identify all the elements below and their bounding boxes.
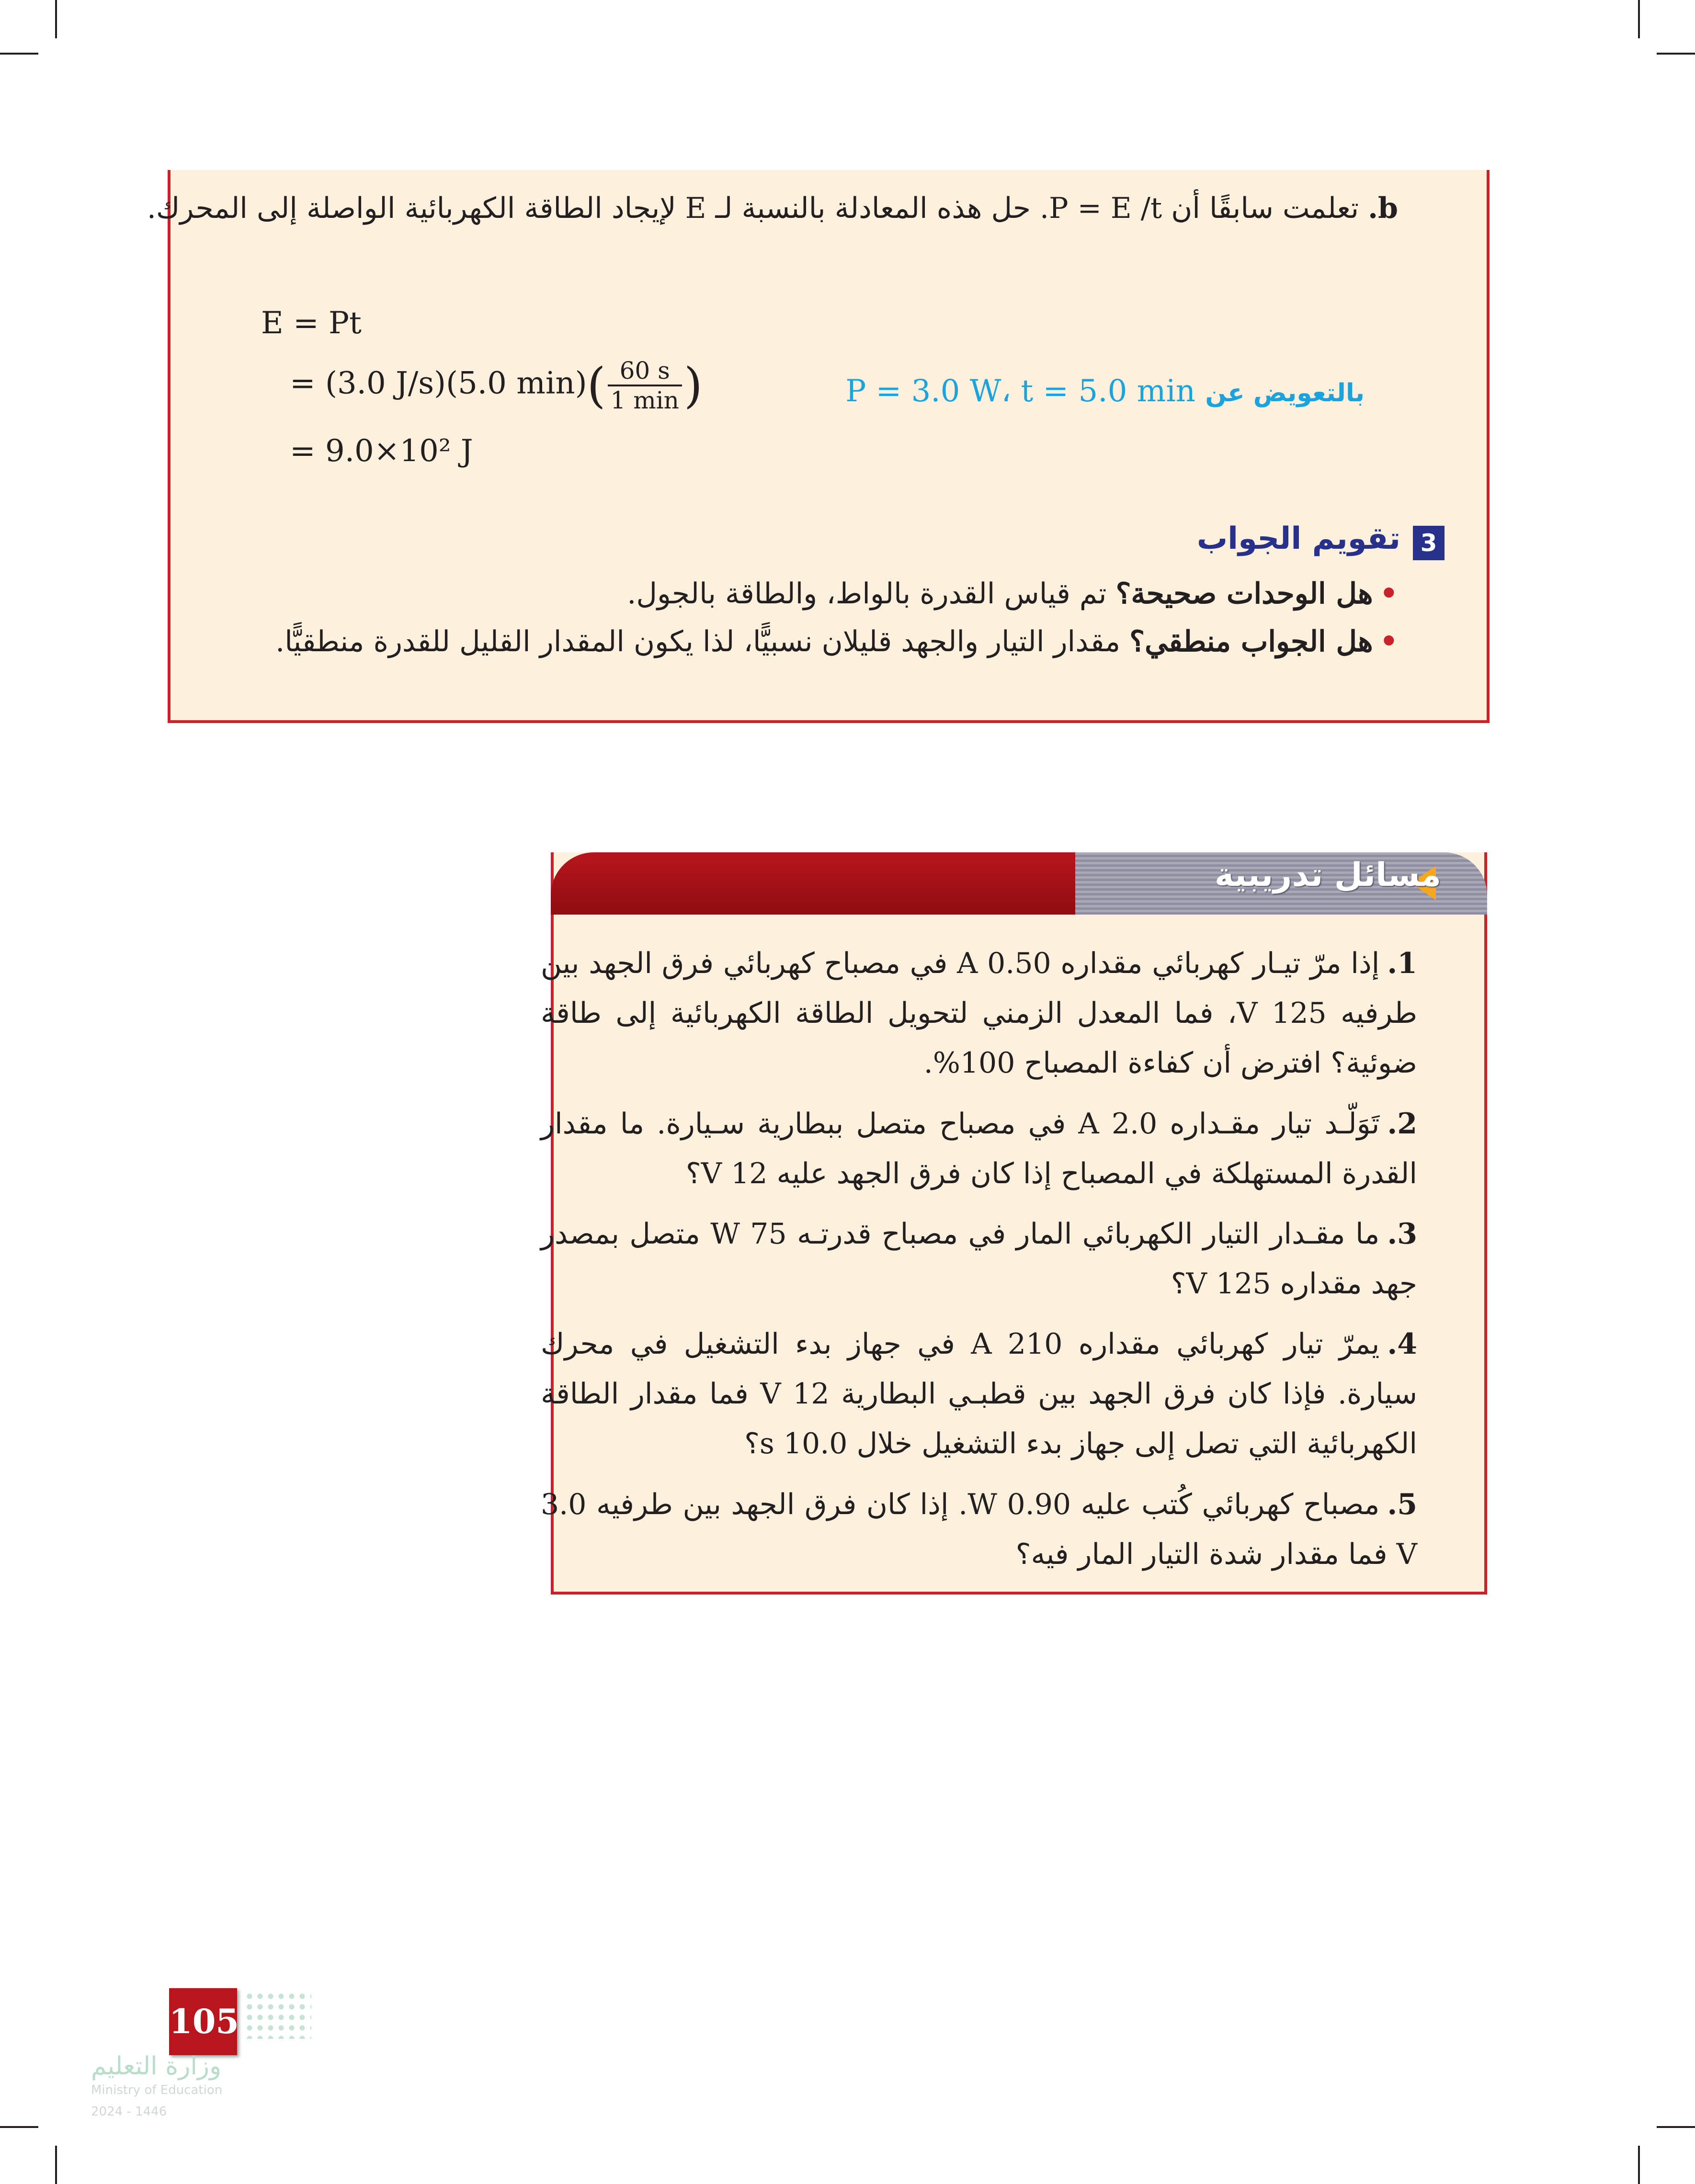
crop-mark [55,2146,57,2184]
right-paren: ) [683,357,703,414]
equation-line-3: = 9.0×10² J [290,433,473,469]
bullet-1-answer: تم قياس القدرة بالواط، والطاقة بالجول. [627,577,1116,611]
problem-4 [541,1319,1417,1469]
bullet-dot: • [1379,577,1398,611]
ministry-name-en: Ministry of Education [91,2083,223,2097]
problem-number: 4. [1387,1327,1417,1361]
problem-number: 1. [1387,947,1417,980]
crop-mark [0,2126,38,2128]
problem-text: مصباح كهربائي كُتب عليه 0.90 W. إذا كان فرق الجهد بين طرفيه 3.0 V فما مقدار شدة التيار المار فيه؟ [541,1488,1417,1571]
substitution-values: P = 3.0 W، t = 5.0 min [845,373,1195,409]
problem-3 [541,1209,1417,1309]
bullet-1-question: هل الوحدات صحيحة؟ [1115,577,1373,611]
problem-text: يمرّ تيار كهربائي مقداره 210 A في جهاز بدء التشغيل في محرك سيارة. فإذا كان فرق الجهد بين قطبـي البطارية 12 V فما مقدار الطاقة الكهربائية التي تصل إلى جهاز بدء التشغيل خلال 10.0 s؟ [541,1327,1418,1460]
problem-2 [541,1099,1417,1199]
evaluate-bullet-2 [275,625,1398,658]
bullet-2-question: هل الجواب منطقي؟ [1129,625,1373,658]
problem-text: إذا مرّ تيـار كهربائي مقداره 0.50 A في مصباح كهربائي فرق الجهد بين طرفيه 125 V، فما المعدل الزمني لتحويل الطاقة الكهربائية إلى طاقة ضوئية؟ افترض أن كفاءة المصباح 100%. [541,947,1417,1080]
problem-number: 5. [1387,1488,1418,1521]
edition-year: 2024 - 1446 [91,2105,167,2119]
problem-number: 3. [1387,1217,1418,1251]
substitution-label: بالتعويض عن [1205,379,1365,407]
equation-line-2-prefix: = (3.0 J/s)(5.0 min) [290,365,587,401]
practice-title: مسائل تدريبية [1215,856,1441,894]
crop-mark [55,0,57,38]
left-paren: ( [587,357,606,414]
problem-1 [541,939,1417,1088]
crop-mark [1638,2146,1640,2184]
equation-line-2 [290,357,703,414]
crop-mark [0,53,38,55]
problem-number: 2. [1387,1107,1418,1141]
evaluate-bullet-1 [627,577,1398,611]
part-b-question [147,192,1398,225]
equation-line-1: E = Pt [261,306,362,341]
bullet-dot: • [1379,625,1398,658]
problem-5 [541,1480,1417,1579]
section-number-badge: 3 [1413,526,1445,560]
crop-mark [1638,0,1640,38]
section-title: تقويم الجواب [1196,521,1400,556]
ministry-logo-dots [244,1991,311,2039]
part-b-label: b. [1368,192,1398,225]
bullet-2-answer: مقدار التيار والجهد قليلان نسبيًّا، لذا يكون المقدار القليل للقدرة منطقيًّا. [275,625,1130,658]
crop-mark [1657,2126,1695,2128]
page-number: 105 [169,1988,237,2055]
part-b-text: تعلمت سابقًا أن P = E /t. حل هذه المعادلة بالنسبة لـ E لإيجاد الطاقة الكهربائية الواصلة إلى المحرك. [147,192,1359,225]
fraction-numerator: 60 s [608,357,682,386]
problem-text: ما مقـدار التيار الكهربائي المار في مصباح قدرتـه 75 W متصل بمصدر جهد مقداره 125 V؟ [541,1217,1417,1301]
practice-header-red-band [551,852,1078,915]
fraction [608,357,682,414]
substitution-note [845,373,1365,409]
ministry-name-ar: وزارة التعليم [91,2052,222,2081]
problem-text: تَوَلّـد تيار مقـداره 2.0 A في مصباح متصل ببطارية سـيارة. ما مقدار القدرة المستهلكة في المصباح إذا كان فرق الجهد عليه 12 V؟ [541,1107,1417,1190]
crop-mark [1657,53,1695,55]
fraction-denominator: 1 min [610,386,679,414]
